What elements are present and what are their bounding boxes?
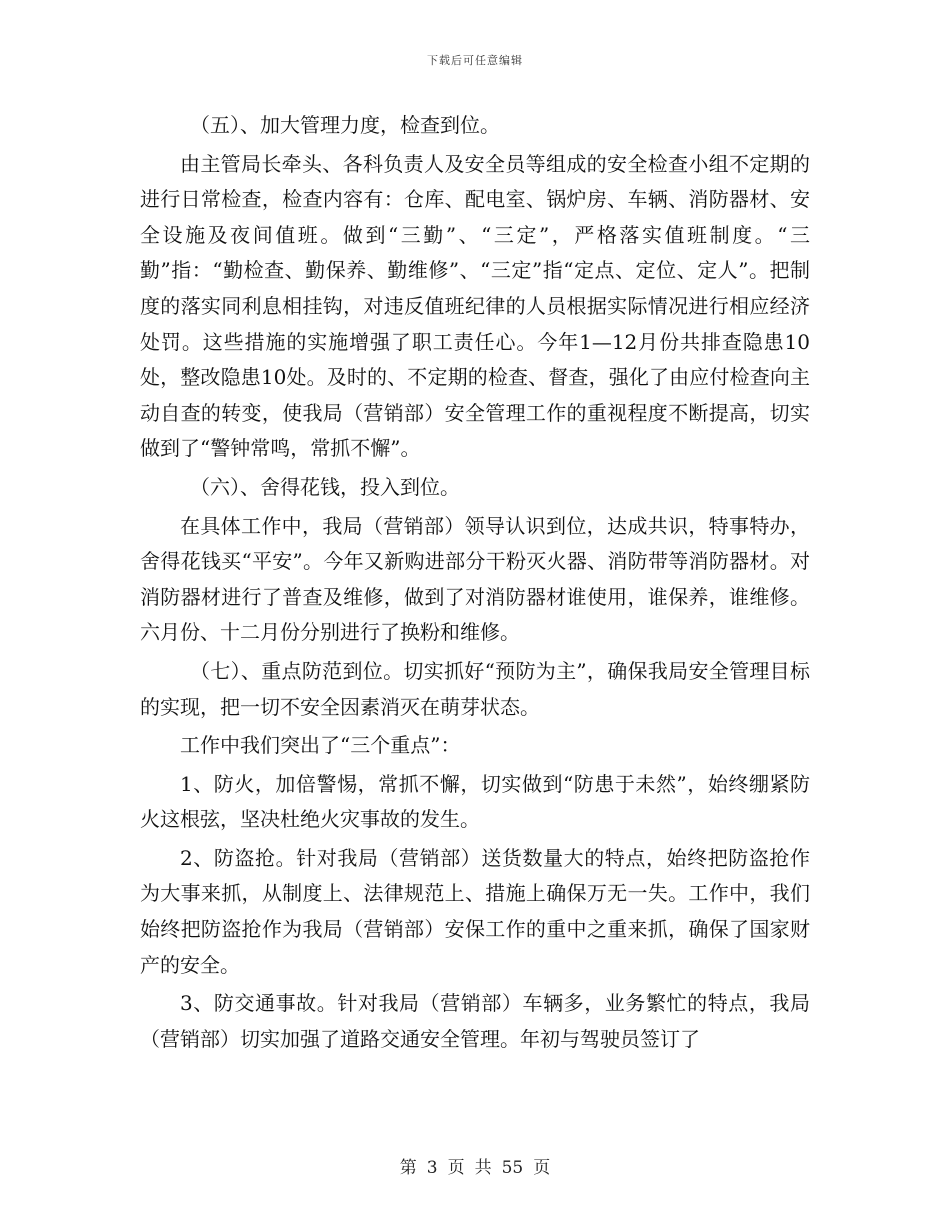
footer-total-word: 共: [474, 1158, 492, 1178]
document-body: [140, 108, 810, 1057]
list-item-fire: 1、防火，加倍警惕，常抓不懈，切实做到“防患于未然”，始终绷紧防火这根弦，坚决杜绝火灾事故的发生。: [140, 771, 810, 832]
paragraph-three-focus: 工作中我们突出了“三个重点”：: [180, 733, 461, 758]
page-footer: [0, 1153, 950, 1178]
current-page-number: 3: [426, 1158, 438, 1178]
paragraph-inspection: 由主管局长牵头、各科负责人及安全员等组成的安全检查小组不定期的进行日常检查，检查内容有：仓库、配电室、锅炉房、车辆、消防器材、安全设施及夜间值班。做到“三勤”、“三定”，严格落实值班制度。“三勤”指：“勤检查、勤保养、勤维修”、“三定”指“定点、定位、定人”。把制度的落实同利息相挂钩，对违反值班纪律的人员根据实际情况进行相应经济处罚。这些措施的实施增强了职工责任心。今年1—12月份共排查隐患10处，整改隐患10处。及时的、不定期的检查、督查，强化了由应付检查向主动自查的转变，使我局（营销部）安全管理工作的重视程度不断提高，切实做到了“警钟常鸣，常抓不懈”。: [140, 151, 810, 461]
list-item-theft: 2、防盗抢。针对我局（营销部）送货数量大的特点，始终把防盗抢作为大事来抓，从制度上、法律规范上、措施上确保万无一失。工作中，我们始终把防盗抢作为我局（营销部）安保工作的重中之重来抓，确保了国家财产的安全。: [140, 845, 810, 977]
footer-prefix: 第: [399, 1158, 417, 1178]
list-item-traffic: 3、防交通事故。针对我局（营销部）车辆多，业务繁忙的特点，我局（营销部）切实加强了道路交通安全管理。年初与驾驶员签订了: [140, 991, 810, 1051]
footer-suffix: 页: [533, 1158, 551, 1178]
total-pages-number: 55: [501, 1158, 524, 1178]
section-heading-6: （六）、舍得花钱，投入到位。: [190, 474, 460, 499]
section-heading-5: （五）、加大管理力度，检查到位。: [190, 113, 500, 137]
section-heading-7: （七）、重点防范到位。切实抓好“预防为主”，确保我局安全管理目标的实现，把一切不安全因素消灭在萌芽状态。: [140, 658, 810, 719]
page-header-note: 下载后可任意编辑: [427, 54, 523, 67]
footer-page-word: 页: [447, 1158, 465, 1178]
paragraph-investment: 在具体工作中，我局（营销部）领导认识到位，达成共识，特事特办，舍得花钱买“平安”。今年又新购进部分干粉灭火器、消防带等消防器材。对消防器材进行了普查及维修，做到了对消防器材谁使用，谁保养，谁维修。六月份、十二月份分别进行了换粉和维修。: [140, 513, 810, 645]
